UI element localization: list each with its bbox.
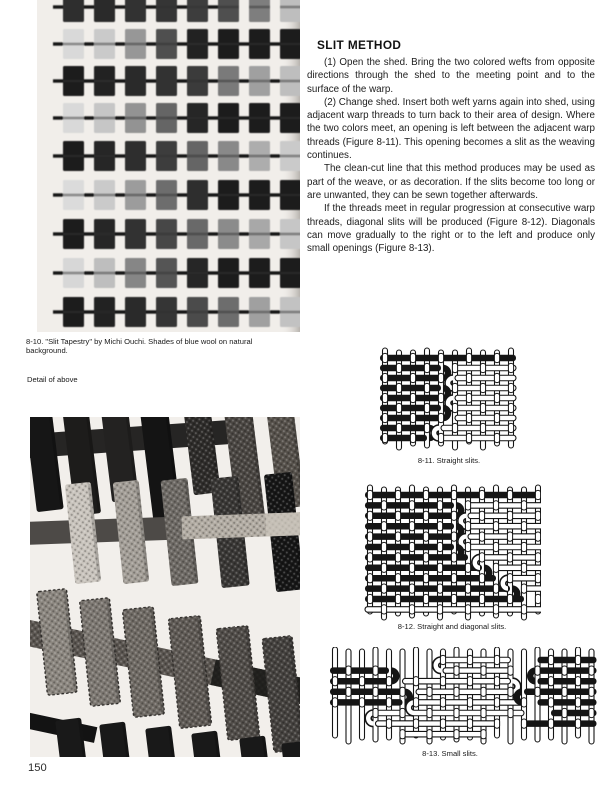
detail-photo xyxy=(30,417,300,757)
figure-8-12-caption: 8-12. Straight and diagonal slits. xyxy=(397,622,507,631)
figure-8-11-diagram xyxy=(378,347,520,455)
figure-8-13-diagram xyxy=(329,647,601,747)
detail-photo-label: Detail of above xyxy=(27,375,78,384)
article xyxy=(307,38,595,255)
article-paragraph: (1) Open the shed. Bring the two colored wefts from opposite directions through the shed to the meeting point and to the surface of the warp. xyxy=(307,57,595,95)
article-heading: SLIT METHOD xyxy=(317,38,402,52)
page-number: 150 xyxy=(28,762,47,774)
figure-8-12-diagram xyxy=(363,484,541,624)
tapestry-caption: 8-10. "Slit Tapestry" by Michi Ouchi. Shades of blue wool on natural background. xyxy=(26,337,253,356)
figure-8-11-caption: 8-11. Straight slits. xyxy=(417,456,481,465)
article-paragraph: The clean-cut line that this method produces may be used as part of the weave, or as decoration. If the slits become too long or are unwanted, they can be sewn together afterwards. xyxy=(307,163,595,201)
article-paragraph: If the threads meet in regular progression at consecutive warp threads, diagonal slits will be produced (Figure 8-12). Diagonals can move gradually to the right or to the left and produce only small openings (Figure 8-13). xyxy=(307,203,595,255)
article-paragraph: (2) Change shed. Insert both weft yarns again into shed, using adjacent warp threads to turn back to their area of design. Where the two colors meet, an opening is left between the adjacent warp threads (Figure 8-11). This opening becomes a slit as the weaving continues. xyxy=(307,96,595,162)
figure-8-13-caption: 8-13. Small slits. xyxy=(422,749,478,758)
tapestry-photo xyxy=(37,0,300,332)
